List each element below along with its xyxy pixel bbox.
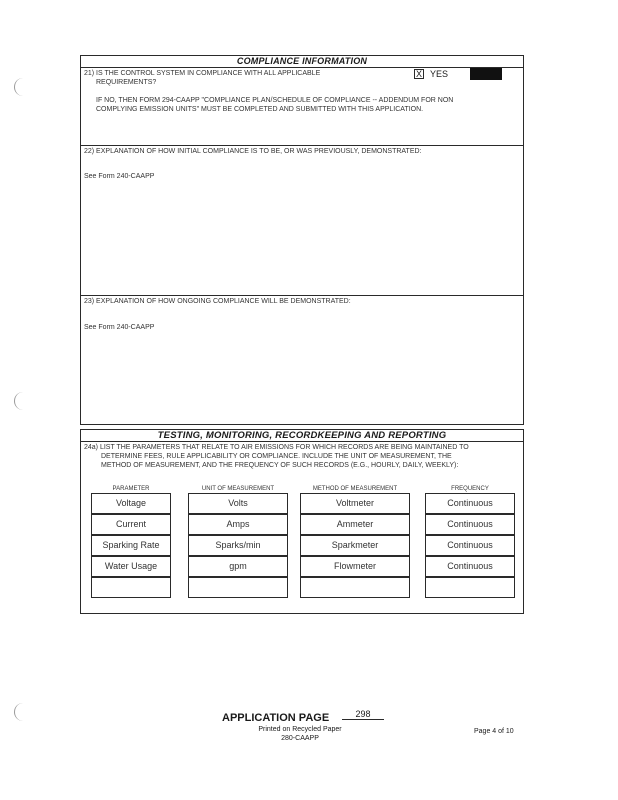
form-id: 280-CAAPP [281, 735, 319, 742]
redaction-block [470, 68, 502, 80]
page-of: Page 4 of 10 [474, 728, 514, 735]
divider [80, 67, 524, 68]
column-header-parameter: PARAMETER [112, 486, 150, 492]
column-header-frequency: FREQUENCY [451, 486, 489, 492]
column-header-method: METHOD OF MEASUREMENT [312, 486, 398, 492]
binder-hole-mark [14, 703, 27, 721]
application-page-label: APPLICATION PAGE [222, 712, 330, 724]
q21-note-line1: IF NO, THEN FORM 294-CAAPP "COMPLIANCE PLAN/SCHEDULE OF COMPLIANCE -- ADDENDUM FOR NON [96, 97, 454, 104]
table-cell-frequency: Continuous [425, 535, 515, 556]
q22-answer: See Form 240-CAAPP [84, 173, 155, 180]
binder-hole-mark [14, 392, 27, 410]
table-cell-frequency: Continuous [425, 493, 515, 514]
table-cell-parameter: Water Usage [91, 556, 171, 577]
q22-label: 22) EXPLANATION OF HOW INITIAL COMPLIANCE IS TO BE, OR WAS PREVIOUSLY, DEMONSTRATED: [84, 148, 422, 155]
table-cell-method: Flowmeter [300, 556, 410, 577]
table-cell-unit [188, 577, 288, 598]
table-cell-method: Voltmeter [300, 493, 410, 514]
table-cell-unit: Sparks/min [188, 535, 288, 556]
table-cell-unit: Amps [188, 514, 288, 535]
table-cell-frequency [425, 577, 515, 598]
table-cell-parameter: Current [91, 514, 171, 535]
divider [80, 145, 524, 146]
table-cell-parameter: Voltage [91, 493, 171, 514]
table-cell-unit: gpm [188, 556, 288, 577]
testing-title: TESTING, MONITORING, RECORDKEEPING AND REPORTING [157, 430, 447, 441]
q21-label-line1: 21) IS THE CONTROL SYSTEM IN COMPLIANCE WITH ALL APPLICABLE [84, 70, 321, 77]
compliance-title: COMPLIANCE INFORMATION [236, 56, 368, 66]
table-cell-frequency: Continuous [425, 556, 515, 577]
q24-label-line1: 24a) LIST THE PARAMETERS THAT RELATE TO AIR EMISSIONS FOR WHICH RECORDS ARE BEING MAINTAINED TO [84, 444, 469, 451]
table-cell-method: Sparkmeter [300, 535, 410, 556]
table-cell-unit: Volts [188, 493, 288, 514]
column-header-unit: UNIT OF MEASUREMENT [201, 486, 275, 492]
yes-checkbox[interactable]: X [415, 69, 422, 79]
table-cell-parameter [91, 577, 171, 598]
application-page-number: 298 [342, 709, 384, 720]
q24-label-line2: DETERMINE FEES, RULE APPLICABILITY OR COMPLIANCE. INCLUDE THE UNIT OF MEASUREMENT, THE [101, 453, 452, 460]
divider [80, 441, 524, 442]
table-cell-method: Ammeter [300, 514, 410, 535]
q24-label-line3: METHOD OF MEASUREMENT, AND THE FREQUENCY OF SUCH RECORDS (E.G., HOURLY, DAILY, WEEKLY): [101, 462, 459, 469]
table-cell-method [300, 577, 410, 598]
q21-label-line2: REQUIREMENTS? [96, 79, 157, 86]
table-cell-frequency: Continuous [425, 514, 515, 535]
yes-label: YES [430, 69, 449, 79]
divider [80, 295, 524, 296]
q23-answer: See Form 240-CAAPP [84, 324, 155, 331]
q21-note-line2: COMPLYING EMISSION UNITS" MUST BE COMPLETED AND SUBMITTED WITH THIS APPLICATION. [96, 106, 424, 113]
binder-hole-mark [14, 78, 27, 96]
q23-label: 23) EXPLANATION OF HOW ONGOING COMPLIANCE WILL BE DEMONSTRATED: [84, 298, 351, 305]
printed-on-recycled: Printed on Recycled Paper [258, 726, 342, 733]
table-cell-parameter: Sparking Rate [91, 535, 171, 556]
